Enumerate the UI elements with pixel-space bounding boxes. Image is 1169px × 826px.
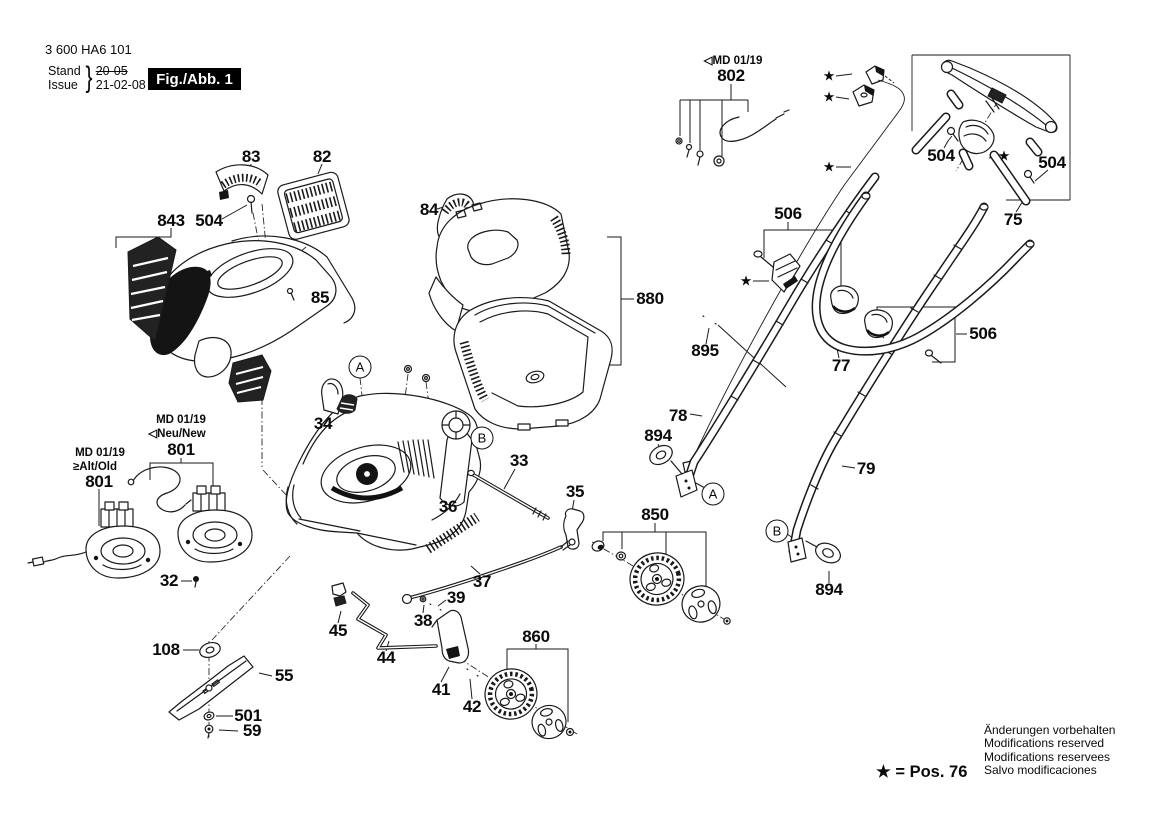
issue-label: Issue — [48, 78, 78, 92]
part-callout: 35 — [565, 482, 585, 501]
star-icon: ★ — [739, 272, 753, 289]
modification-annotation: ◁MD 01/19 — [703, 55, 763, 67]
rear-wheel-850-group — [591, 539, 730, 626]
part-callout: 802 — [717, 66, 745, 85]
part-callout: 850 — [641, 505, 669, 524]
part-callout: 506 — [969, 324, 997, 343]
part-callout: 85 — [310, 288, 330, 307]
part-callout: 801 — [85, 472, 113, 491]
document-part-number: 3 600 HA6 101 — [45, 42, 132, 57]
star-icon: ★ — [997, 147, 1011, 164]
notice-line: Modifications reserved — [984, 736, 1105, 751]
star-icon: ★ — [822, 158, 836, 175]
deck-group — [286, 366, 480, 551]
part-callout: 79 — [856, 459, 876, 478]
stand-label: Stand — [48, 64, 81, 78]
part-callout: 83 — [241, 147, 261, 166]
part-callout: 41 — [431, 680, 451, 699]
part-callout: 33 — [509, 451, 529, 470]
part-callout: 84 — [419, 200, 439, 219]
part-callout: 39 — [446, 588, 466, 607]
revision-block — [48, 61, 146, 94]
modification-annotation: MD 01/19 — [156, 414, 206, 426]
modification-annotation: ≥Alt/Old — [72, 461, 118, 473]
stand-value: 20-05 — [95, 64, 128, 78]
part-callout: 32 — [159, 571, 179, 590]
figure-label-box: Fig./Abb. 1 — [148, 68, 241, 90]
motor-801-old — [28, 502, 160, 578]
modification-annotation: ◁Neu/New — [148, 428, 206, 440]
part-callout: 75 — [1003, 210, 1023, 229]
star-legend: ★ = Pos. 76 — [876, 763, 968, 781]
part-callout: 34 — [313, 414, 333, 433]
issue-value: 21-02-08 — [95, 78, 146, 92]
part-callout: 82 — [312, 147, 332, 166]
notice-line: Salvo modificaciones — [984, 763, 1097, 778]
part-callout: 36 — [438, 497, 458, 516]
modification-notices — [984, 724, 1115, 778]
assembly-point-letter: A — [702, 483, 725, 506]
modification-annotation: MD 01/19 — [75, 447, 125, 459]
part-callout: 504 — [195, 211, 223, 230]
assembly-point-letter: B — [471, 427, 494, 450]
part-callout: 42 — [462, 697, 482, 716]
part-callout: 860 — [522, 627, 550, 646]
assembly-point-letter: A — [349, 356, 372, 379]
part-callout: 37 — [472, 572, 492, 591]
part-callout: 504 — [1038, 153, 1066, 172]
part-callout: 108 — [152, 640, 180, 659]
part-callout: 801 — [167, 440, 195, 459]
part-callout: 78 — [668, 406, 688, 425]
part-callout: 506 — [774, 204, 802, 223]
motor-cover-group — [128, 165, 355, 402]
part-callout: 895 — [691, 341, 719, 360]
part-callout: 44 — [376, 648, 396, 667]
part-callout: 880 — [636, 289, 664, 308]
part-callout: 501 — [234, 706, 262, 725]
notice-line: Modifications reservees — [984, 749, 1111, 764]
part-callout: 59 — [242, 721, 262, 740]
revision-brace: } — [85, 61, 93, 94]
part-callout: 843 — [157, 211, 185, 230]
part-callout: 504 — [927, 146, 955, 165]
star-icon: ★ — [822, 88, 836, 105]
star-icon: ★ — [822, 67, 836, 84]
part-callout: 38 — [413, 611, 433, 630]
part-callout: 77 — [831, 356, 851, 375]
part-callout: 894 — [644, 426, 672, 445]
front-wheel-860-group — [479, 663, 573, 742]
part-callout: 894 — [815, 580, 843, 599]
grass-box-group — [429, 194, 612, 430]
assembly-point-letter: B — [766, 520, 789, 543]
part-callout: 45 — [328, 621, 348, 640]
part-callout: 55 — [274, 666, 294, 685]
notice-line: Änderungen vorbehalten — [984, 723, 1116, 737]
